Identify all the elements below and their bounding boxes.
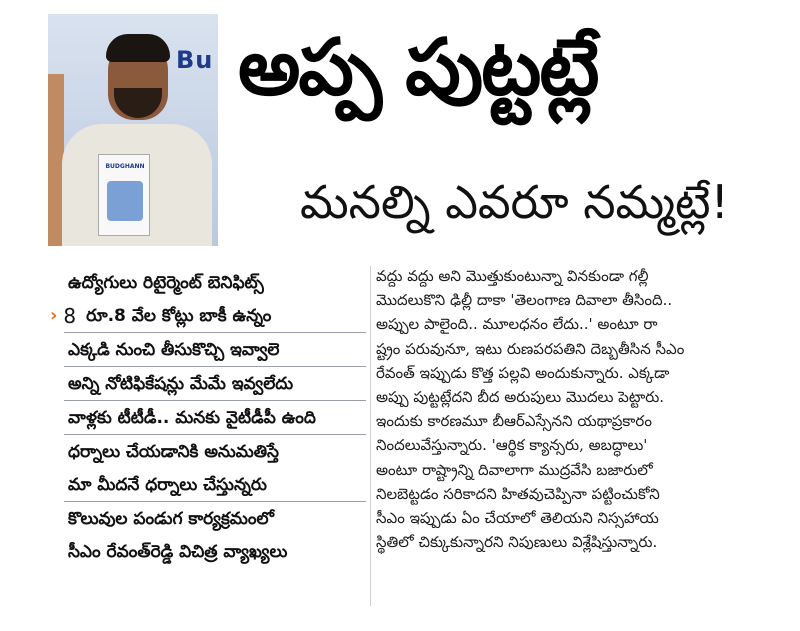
column-divider bbox=[370, 266, 371, 606]
article-line: అప్పుల పాలైంది.. మూలధనం లేదు..' అంటూ రా bbox=[376, 315, 658, 334]
chevron-right-icon: › bbox=[50, 305, 58, 326]
photo-background-text: Bu bbox=[176, 46, 214, 74]
highlight-line-marked bbox=[50, 299, 366, 332]
highlight-line: కొలువుల పండుగ కార్యక్రమంలో bbox=[68, 509, 274, 529]
article-line: మొదలుకొని ఢిల్లీ దాకా 'తెలంగాణ దివాలా తీసింది.. bbox=[376, 291, 673, 310]
article-body bbox=[376, 264, 776, 554]
article-line: స్థితిలో చిక్కుకున్నారని నిపుణులు విశ్లేషిస్తున్నారు. bbox=[376, 533, 658, 552]
photo-person-hair bbox=[106, 34, 170, 62]
article-line: వద్దు వద్దు అని మొత్తుకుంటున్నా వినకుండా గల్లీ bbox=[376, 267, 649, 285]
highlight-line: ధర్నాలు చేయడానికి అనుమతిస్తే bbox=[68, 442, 279, 462]
book-title: BUDGHANN bbox=[105, 163, 145, 170]
article-line: ఇందుకు కారణమూ బీఆర్‌ఎస్సేనని యథాప్రకారం bbox=[376, 412, 652, 431]
highlight-line: అన్ని నోటిఫికేషన్లు మేమే ఇవ్వలేదు bbox=[68, 374, 294, 394]
article-line: అంటూ రాష్ట్రాన్ని దివాలాగా ముద్రవేసి బజారులో bbox=[376, 460, 653, 479]
article-line: సీఎం ఇప్పుడు ఏం చేయాలో తెలియని నిస్సహాయ bbox=[376, 509, 659, 528]
article-line: నిందలువేస్తున్నారు. 'ఆర్థిక క్యాన్సరు, అబద్ధాలు' bbox=[376, 436, 648, 455]
highlight-line: మా మీదనే ధర్నాలు చేస్తున్నరు bbox=[68, 475, 267, 495]
highlight-line-text: రూ.8 వేల కోట్లు బాకీ ఉన్నం bbox=[86, 306, 272, 326]
article-line: ష్ట్రం పరువునూ, ఇటు రుణపరపతిని దెబ్బతీసిన సీఎం bbox=[376, 339, 685, 358]
article-line: అప్పు పుట్టట్లేదని బీద అరుపులు మొదలు పెట్టారు. bbox=[376, 388, 665, 407]
news-photo bbox=[48, 14, 218, 246]
highlight-line: వాళ్లకు టీటీడీ.. మనకు వైటీడీపీ ఉంది bbox=[68, 408, 316, 428]
headline-main: అప్ప పుట్టట్లే bbox=[238, 23, 598, 113]
highlight-line: ఉద్యోగులు రిటైర్మెంట్ బెనిఫిట్స్ bbox=[68, 273, 264, 293]
highlight-line: ఎక్కడి నుంచి తీసుకొచ్చి ఇవ్వాలె bbox=[68, 340, 280, 360]
article-line: నిలబెట్టడం సరికాదని హితవుచెప్పినా పట్టించుకోని bbox=[376, 484, 660, 503]
highlights-column bbox=[50, 266, 366, 568]
headline-sub: మనల్ని ఎవరూ నమ్మట్లే! bbox=[300, 175, 729, 229]
article-line: రేవంత్ ఇప్పుడు కొత్త పల్లవి అందుకున్నారు. ఎక్కడా bbox=[376, 363, 670, 382]
highlight-number: 8 bbox=[63, 304, 77, 328]
highlight-line: సీఎం రేవంత్‌రెడ్డి విచిత్ర వ్యాఖ్యలు bbox=[68, 542, 288, 562]
book-cover-image bbox=[107, 181, 143, 221]
photo-book bbox=[98, 154, 150, 236]
